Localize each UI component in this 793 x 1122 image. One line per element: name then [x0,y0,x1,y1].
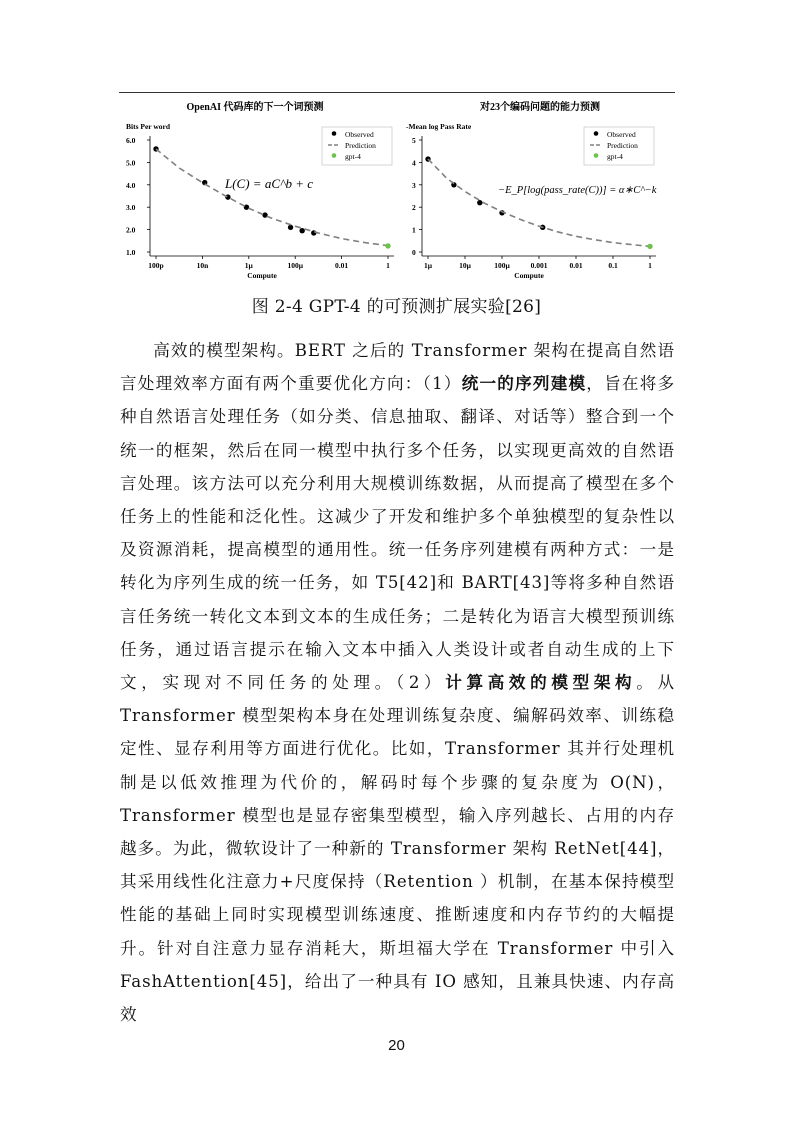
y-tick-label: 0 [412,248,416,257]
legend-label-gpt-4: gpt-4 [345,152,361,161]
chart-coding-capability [400,96,690,286]
y-axis-label: Bits Per word [126,122,171,131]
legend-label-prediction: Prediction [345,141,376,150]
x-axis-label: Compute [514,271,544,280]
figure-caption: 图 2-4 GPT-4 的可预测扩展实验[26] [251,297,542,317]
x-tick-label: 1 [648,261,652,270]
chart-title: OpenAI 代码库的下一个词预测 [186,102,324,113]
y-tick-label: 4.0 [126,180,136,190]
paragraph-text: 高效的模型架构。BERT 之后的 Transformer 架构在提高自然语言处理效率方面有两个重要优化方向：（1） [120,341,675,394]
x-tick-label: 0.001 [530,261,548,270]
y-tick-label: 6.0 [126,136,136,145]
y-tick-label: 5 [412,136,416,145]
legend-label-prediction: Prediction [607,141,638,150]
x-tick-label: 0.01 [335,261,349,270]
x-tick-label: 100μ [494,261,510,270]
chart-next-word-prediction [110,96,400,286]
x-tick-label: 1μ [423,261,433,270]
paragraph-efficient-architecture [120,334,675,1031]
point-observed [299,228,304,233]
point-gpt-4 [385,243,390,248]
y-tick-label: 1 [412,225,416,235]
point-observed [477,200,482,205]
y-tick-label: 2.0 [126,225,136,235]
point-gpt-4 [647,244,652,249]
x-tick-label: 10n [196,261,209,270]
legend-swatch-gpt-4 [332,153,337,158]
series-prediction-line [428,159,650,246]
x-tick-label: 0.1 [608,261,618,270]
x-tick-label: 0.01 [569,261,583,270]
legend-label-observed: Observed [607,130,636,139]
y-tick-label: 1.0 [126,248,136,257]
header-rule [119,92,675,93]
x-tick-label: 1μ [244,261,253,270]
x-tick-label: 100μ [287,261,303,270]
legend-swatch-gpt-4 [594,153,599,158]
legend-label-gpt-4: gpt-4 [607,152,623,161]
y-axis-label: -Mean log Pass Rate [406,122,472,131]
y-tick-label: 2 [412,203,416,213]
legend-label-observed: Observed [345,130,374,139]
formula-annotation: −E_P[log(pass_rate(C))] = α∗C^−k [498,185,657,196]
legend-swatch-observed [594,131,599,136]
y-tick-label: 3 [412,180,416,190]
formula-annotation: L(C) = aC^b + c [225,176,314,191]
body-text [120,334,675,1031]
paragraph-text: 。从 Transformer 模型架构本身在处理训练复杂度、编解码效率、训练稳定性、显存利用等方面进行优化。比如，Transformer 其并行处理机制是以低效推理为代价的，解码时每个步骤的复杂度为 O(N)，Transformer 模型也是显存密集型模型，输入序列越长、占用的内存越多。为此，微软设计了一种新的 Transformer 架构 RetNet[44]，其采用线性化注意力+尺度保持（Retention ）机制，在基本保持模型性能的基础上同时实现模型训练速度、推断速度和内存节约的大幅提升。针对自注意力显存消耗大，斯坦福大学在 Transformer 中引入 FashAttention[45]，给出了一种具有 IO 感知，且兼具快速、内存高效 [120,673,675,1025]
y-tick-label: 5.0 [126,158,136,168]
x-axis-label: Compute [247,271,277,280]
paragraph-text: ，旨在将多种自然语言处理任务（如分类、信息抽取、翻译、对话等）整合到一个统一的框架，然后在同一模型中执行多个任务，以实现更高效的自然语言处理。该方法可以充分利用大规模训练数据，从而提高了模型在多个任务上的性能和泛化性。这减少了开发和维护多个单独模型的复杂性以及资源消耗，提高模型的通用性。统一任务序列建模有两种方式：一是转化为序列生成的统一任务，如 T5[42]和 BART[43]等将多种自然语言任务统一转化文本到文本的生成任务；二是转化为语言大模型预训练任务，通过语言提示在输入文本中插入人类设计或者自动生成的上下文，实现对不同任务的处理。（2） [120,374,675,693]
x-tick-label: 10μ [459,261,471,270]
figure-scaling-experiments [110,96,690,286]
bold-term-efficient-architecture: 计算高效的模型架构 [445,672,637,693]
page-number: 20 [388,1037,405,1054]
bold-term-unified-sequence-modeling: 统一的序列建模 [461,373,587,394]
chart-title: 对23个编码问题的能力预测 [480,102,600,113]
legend-swatch-observed [332,131,337,136]
x-tick-label: 1 [386,261,390,270]
y-tick-label: 4 [412,158,416,168]
x-tick-label: 100p [148,261,164,270]
y-tick-label: 3.0 [126,203,136,213]
